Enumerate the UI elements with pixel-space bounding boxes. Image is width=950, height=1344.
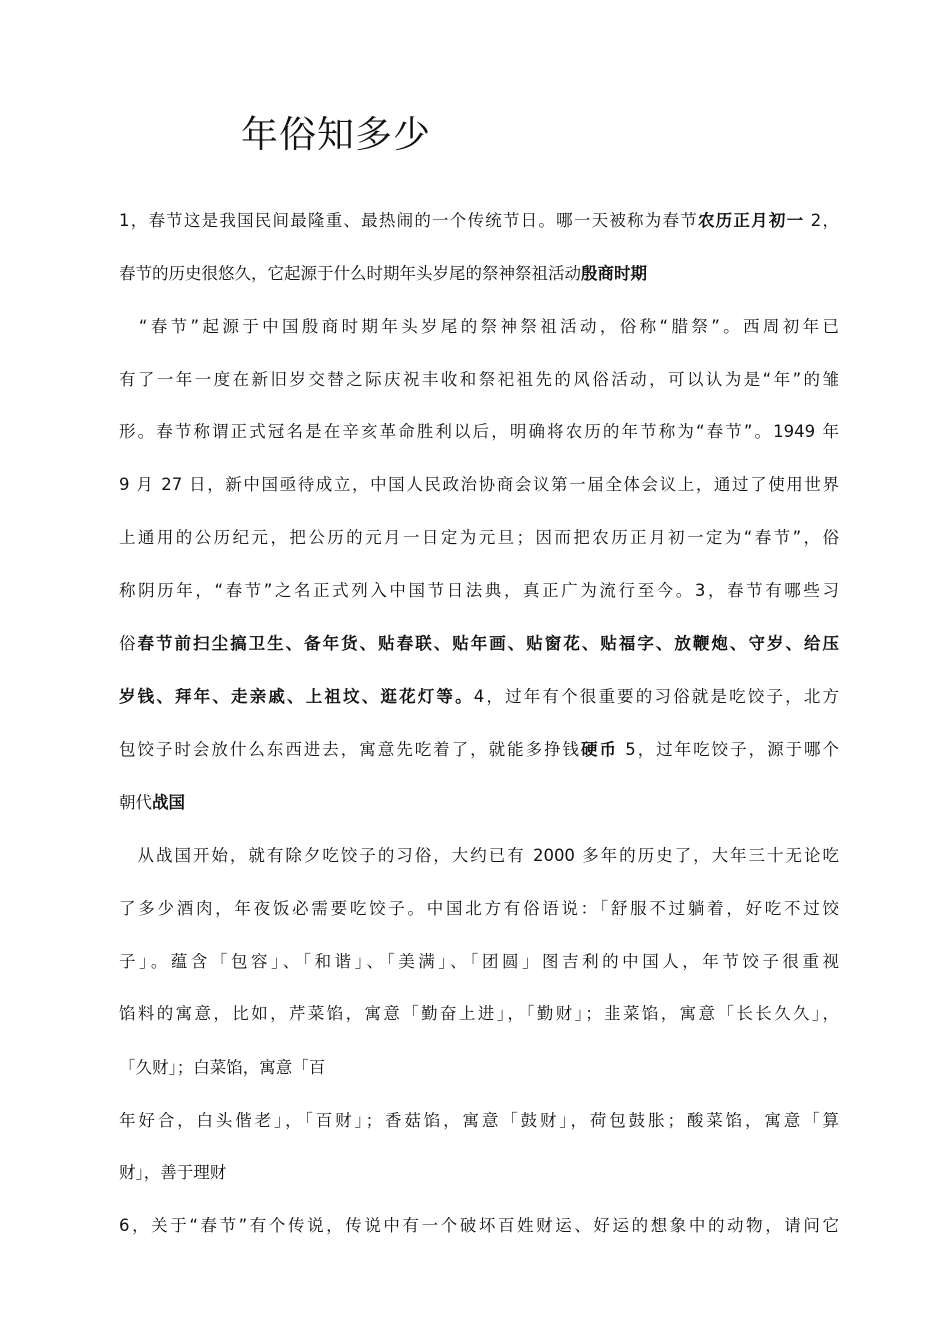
body-text: 2， xyxy=(804,211,840,230)
body-text: 春节的历史很悠久，它起源于什么时期年头岁尾的祭神祭祖活动 xyxy=(119,264,581,283)
body-text: 包饺子时会放什么东西进去，寓意先吃着了，就能多挣钱 xyxy=(119,740,582,759)
answer-text: 硬币 xyxy=(581,740,618,759)
body-text: 馅料的寓意，比如，芹菜馅，寓意「勤奋上进」，「勤财」；韭菜馅，寓意「长长久久」， xyxy=(119,1004,839,1023)
text-line xyxy=(119,686,839,708)
text-line xyxy=(119,1110,839,1132)
body-text: 俗 xyxy=(119,634,138,653)
text-line xyxy=(119,316,839,338)
body-text: 从战国开始，就有除夕吃饺子的习俗，大约已有 2000 多年的历史了，大年三十无论吃 xyxy=(119,846,839,865)
answer-text: 殷商时期 xyxy=(581,264,647,283)
text-line xyxy=(119,421,839,443)
body-text: 子」。蕴含「包容」、「和谐」、「美满」、「团圆」图吉利的中国人，年节饺子很重视 xyxy=(119,952,839,971)
text-line xyxy=(119,739,839,761)
body-text: 「久财」；白菜馅，寓意「百 xyxy=(119,1058,326,1077)
body-text: 6，关于“春节”有个传说，传说中有一个破坏百姓财运、好运的想象中的动物，请问它 xyxy=(119,1216,839,1235)
body-text: 了多少酒肉，年夜饭必需要吃饺子。中国北方有俗语说：「舒服不过躺着，好吃不过饺 xyxy=(119,899,839,918)
body-text: 9 月 27 日，新中国亟待成立，中国人民政治协商会议第一届全体会议上，通过了使用世界 xyxy=(119,475,839,494)
text-line xyxy=(119,1162,839,1184)
answer-text: 春节前扫尘搞卫生、备年货、贴春联、贴年画、贴窗花、贴福字、放鞭炮、守岁、给压 xyxy=(137,634,840,653)
text-line xyxy=(119,580,839,602)
body-text: 4，过年有个很重要的习俗就是吃饺子，北方 xyxy=(473,687,839,706)
answer-text: 岁钱、拜年、走亲戚、上祖坟、逛花灯等。 xyxy=(119,687,474,706)
body-text: 形。春节称谓正式冠名是在辛亥革命胜利以后，明确将农历的年节称为“春节”。1949 年 xyxy=(119,422,839,441)
text-line xyxy=(119,845,839,867)
body-text: 有了一年一度在新旧岁交替之际庆祝丰收和祭祀祖先的风俗活动，可以认为是“年”的雏 xyxy=(119,370,839,389)
text-line xyxy=(119,633,839,655)
text-line xyxy=(119,263,839,285)
body-text: 称阴历年，“春节”之名正式列入中国节日法典，真正广为流行至今。3，春节有哪些习 xyxy=(119,581,839,600)
text-line xyxy=(119,951,839,973)
text-line xyxy=(119,527,839,549)
text-line xyxy=(119,369,839,391)
body-text: 财」，善于理财 xyxy=(119,1163,227,1182)
body-text: 年好合，白头偕老」，「百财」；香菇馅，寓意「鼓财」，荷包鼓胀；酸菜馅，寓意「算 xyxy=(119,1111,839,1130)
document-title: 年俗知多少 xyxy=(241,113,431,156)
body-text: 上通用的公历纪元，把公历的元月一日定为元旦；因而把农历正月初一定为“春节”，俗 xyxy=(119,528,839,547)
answer-text: 战国 xyxy=(152,793,185,812)
body-text: “春节”起源于中国殷商时期年头岁尾的祭神祭祖活动，俗称“腊祭”。西周初年已 xyxy=(119,317,839,336)
answer-text: 农历正月初一 xyxy=(697,211,805,230)
text-line xyxy=(119,792,839,814)
text-line xyxy=(119,1057,839,1079)
body-text: 1，春节这是我国民间最隆重、最热闹的一个传统节日。哪一天被称为春节 xyxy=(119,211,698,230)
text-line xyxy=(119,210,839,232)
text-line xyxy=(119,1215,839,1237)
text-line xyxy=(119,898,839,920)
body-text: 朝代 xyxy=(119,793,152,812)
text-line xyxy=(119,1003,839,1025)
body-text: 5，过年吃饺子，源于哪个 xyxy=(618,740,840,759)
text-line xyxy=(119,474,839,496)
